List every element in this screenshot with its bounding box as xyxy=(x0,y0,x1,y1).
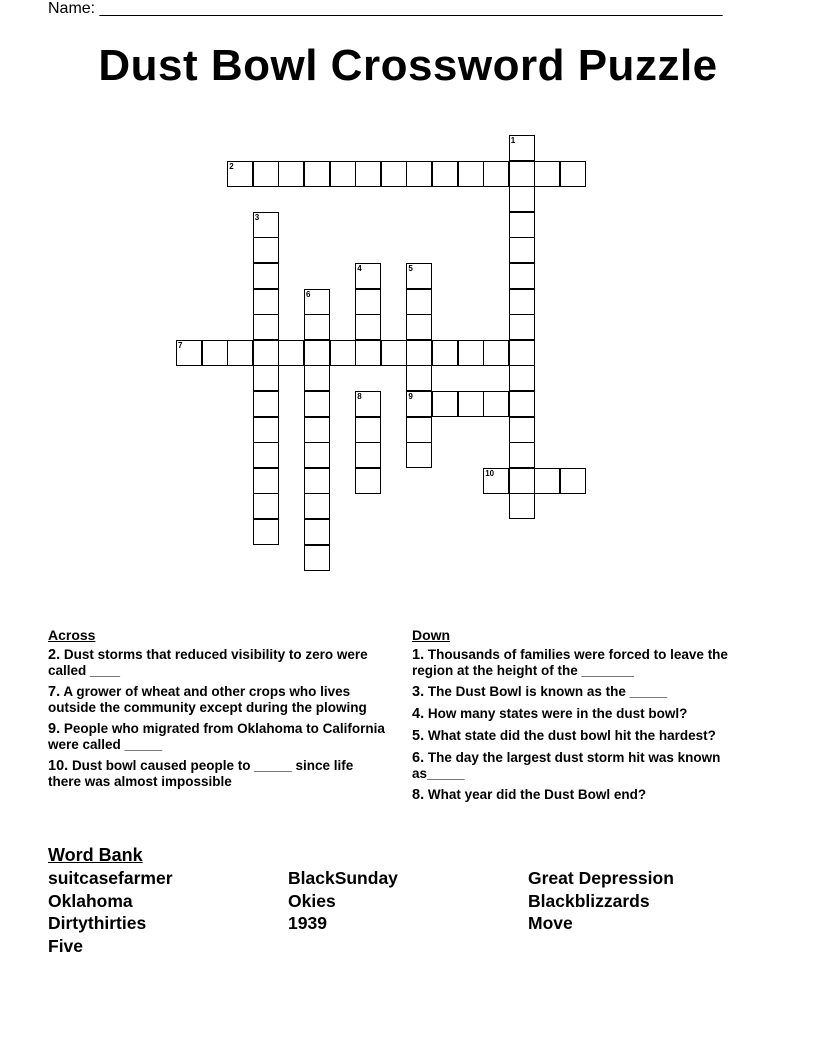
clue-number-label: 3 xyxy=(254,212,260,222)
crossword-cell[interactable] xyxy=(509,212,535,238)
crossword-cell[interactable] xyxy=(253,314,279,340)
clue-down-4: 4. How many states were in the dust bowl? xyxy=(412,706,688,722)
word-bank-column xyxy=(528,867,674,935)
crossword-cell[interactable] xyxy=(253,365,279,391)
word-bank-entry: BlackSunday xyxy=(288,868,398,888)
across-clues xyxy=(48,627,388,795)
word-bank-entry: Okies xyxy=(288,890,336,911)
crossword-cell[interactable] xyxy=(278,340,304,366)
crossword-cell[interactable] xyxy=(253,468,279,494)
word-bank-entry: Dirtythirties xyxy=(48,913,147,934)
clue-down-3: 3. The Dust Bowl is known as the _____ xyxy=(412,684,668,700)
word-bank-entry: Oklahoma xyxy=(48,890,133,911)
crossword-cell[interactable] xyxy=(355,468,381,494)
crossword-cell[interactable] xyxy=(509,442,535,468)
crossword-cell[interactable] xyxy=(509,493,535,519)
clue-down-6: 6. The day the largest dust storm hit was known as_____ xyxy=(412,750,721,781)
crossword-cell[interactable] xyxy=(304,519,330,545)
page-title: Dust Bowl Crossword Puzzle xyxy=(98,41,718,90)
crossword-cell[interactable] xyxy=(560,161,586,187)
crossword-cell[interactable] xyxy=(253,493,279,519)
crossword-cell[interactable] xyxy=(406,340,432,366)
crossword-cell[interactable] xyxy=(355,314,381,340)
crossword-cell[interactable] xyxy=(355,417,381,443)
crossword-cell[interactable] xyxy=(432,161,458,187)
crossword-cell[interactable] xyxy=(253,161,279,187)
crossword-cell[interactable] xyxy=(278,161,304,187)
crossword-cell[interactable] xyxy=(355,442,381,468)
word-bank-heading: Word Bank xyxy=(48,845,143,865)
crossword-cell[interactable] xyxy=(534,468,560,494)
clue-number-label: 2 xyxy=(229,161,234,171)
crossword-cell[interactable] xyxy=(253,289,279,315)
crossword-cell[interactable] xyxy=(253,391,279,417)
crossword-cell[interactable] xyxy=(355,161,381,187)
crossword-cell[interactable] xyxy=(304,417,330,443)
crossword-cell[interactable] xyxy=(560,468,586,494)
crossword-cell[interactable] xyxy=(330,340,356,366)
clue-number-label: 7 xyxy=(178,340,183,350)
crossword-cell[interactable] xyxy=(355,289,381,315)
crossword-cell[interactable] xyxy=(534,161,560,187)
crossword-cell[interactable] xyxy=(253,442,279,468)
crossword-cell[interactable] xyxy=(406,417,432,443)
clue-number-label: 1 xyxy=(510,136,516,145)
crossword-cell[interactable] xyxy=(458,161,484,187)
crossword-cell[interactable] xyxy=(304,161,330,187)
crossword-cell[interactable] xyxy=(304,442,330,468)
clue-across-2: 2. Dust storms that reduced visibility to zero were called ____ xyxy=(48,647,368,678)
down-clues xyxy=(412,627,772,809)
crossword-cell[interactable] xyxy=(509,237,535,263)
crossword-cell[interactable] xyxy=(227,340,253,366)
crossword-cell[interactable] xyxy=(202,340,228,366)
crossword-cell[interactable] xyxy=(432,391,458,417)
clue-across-10: 10. Dust bowl caused people to _____ since life there was almost impossible xyxy=(48,758,354,789)
crossword-cell[interactable] xyxy=(509,289,535,315)
down-heading: Down xyxy=(412,627,451,643)
crossword-cell[interactable] xyxy=(406,161,432,187)
crossword-cell[interactable] xyxy=(406,314,432,340)
crossword-cell[interactable] xyxy=(458,340,484,366)
crossword-cell[interactable] xyxy=(253,519,279,545)
crossword-cell[interactable] xyxy=(304,545,330,571)
word-bank-entry: Great Depression xyxy=(528,868,674,888)
clue-number-label: 6 xyxy=(306,289,311,299)
crossword-cell[interactable] xyxy=(483,161,509,187)
crossword-cell[interactable] xyxy=(483,391,509,417)
crossword-cell[interactable] xyxy=(253,237,279,263)
crossword-cell[interactable] xyxy=(253,417,279,443)
crossword-cell[interactable] xyxy=(355,340,381,366)
across-heading: Across xyxy=(48,627,96,643)
crossword-cell[interactable] xyxy=(509,186,535,212)
crossword-cell[interactable] xyxy=(483,340,509,366)
crossword-cell[interactable] xyxy=(304,314,330,340)
crossword-cell[interactable] xyxy=(406,442,432,468)
clue-number-label: 5 xyxy=(408,264,413,273)
clue-across-9: 9. People who migrated from Oklahoma to California were called _____ xyxy=(48,721,385,752)
word-bank-column xyxy=(48,867,173,957)
crossword-cell[interactable] xyxy=(432,340,458,366)
crossword-cell[interactable] xyxy=(458,391,484,417)
clue-down-1: 1. Thousands of families were forced to leave the region at the height of the _______ xyxy=(412,647,728,678)
clue-down-5: 5. What state did the dust bowl hit the hardest? xyxy=(412,728,716,744)
crossword-cell[interactable] xyxy=(509,263,535,289)
crossword-cell[interactable] xyxy=(509,365,535,391)
crossword-cell[interactable] xyxy=(509,340,535,366)
word-bank-entry: Move xyxy=(528,913,573,934)
crossword-cell[interactable] xyxy=(304,365,330,391)
crossword-cell[interactable] xyxy=(509,314,535,340)
crossword-cell[interactable] xyxy=(304,493,330,519)
name-field-label: Name: ______________________________________________________________________ xyxy=(48,0,723,17)
clue-number-label: 4 xyxy=(357,264,362,273)
crossword-cell[interactable] xyxy=(509,468,535,494)
clue-number-label: 9 xyxy=(408,392,413,401)
word-bank-entry: suitcasefarmer xyxy=(48,868,173,888)
crossword-cell[interactable] xyxy=(509,417,535,443)
word-bank-column xyxy=(288,867,398,935)
crossword-cell[interactable] xyxy=(406,289,432,315)
crossword-cell[interactable] xyxy=(509,161,535,187)
crossword-cell[interactable] xyxy=(381,340,407,366)
clue-number-label: 10 xyxy=(485,468,495,478)
crossword-cell[interactable] xyxy=(253,263,279,289)
crossword-cell[interactable] xyxy=(381,161,407,187)
crossword-cell[interactable] xyxy=(304,391,330,417)
crossword-cell[interactable] xyxy=(253,340,279,366)
crossword-cell[interactable] xyxy=(304,468,330,494)
word-bank-entry: Blackblizzards xyxy=(528,890,650,911)
clue-number-label: 8 xyxy=(357,392,362,401)
word-bank-entry: 1939 xyxy=(288,913,327,934)
clue-across-7: 7. A grower of wheat and other crops who lives outside the community except during the plowing xyxy=(48,684,367,715)
crossword-cell[interactable] xyxy=(330,161,356,187)
clue-down-8: 8. What year did the Dust Bowl end? xyxy=(412,787,647,803)
word-bank-entry: Five xyxy=(48,935,84,956)
crossword-cell[interactable] xyxy=(509,391,535,417)
crossword-cell[interactable] xyxy=(406,365,432,391)
crossword-cell[interactable] xyxy=(304,340,330,366)
